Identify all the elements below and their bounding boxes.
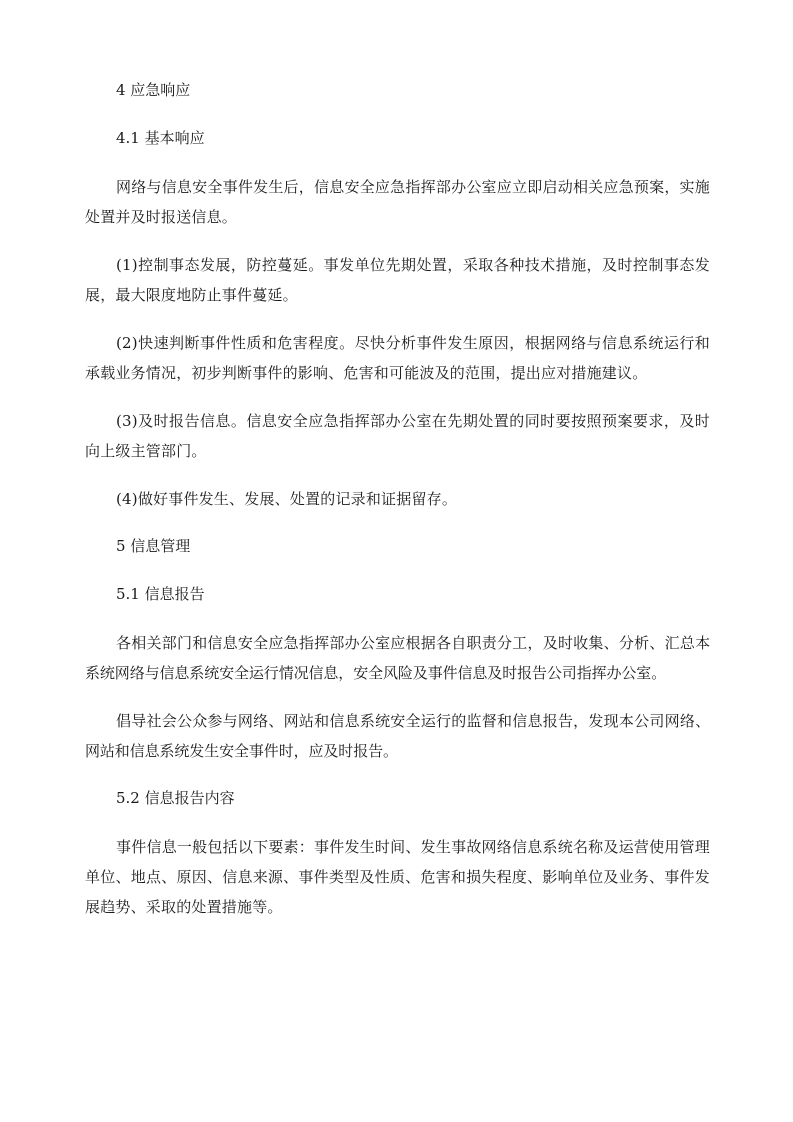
paragraph-info-report-1: 各相关部门和信息安全应急指挥部办公室应根据各自职责分工，及时收集、分析、汇总本系统网络与信息系统安全运行情况信息，安全风险及事件信息及时报告公司指挥办公室。 xyxy=(85,634,710,682)
paragraph-info-report-2: 倡导社会公众参与网络、网站和信息系统安全运行的监督和信息报告，发现本公司网络、网站和信息系统发生安全事件时，应及时报告。 xyxy=(85,712,710,760)
paragraph-item-4: (4)做好事件发生、发展、处置的记录和证据留存。 xyxy=(116,490,458,508)
section-heading-4: 4 应急响应 xyxy=(116,81,191,99)
paragraph-report-content: 事件信息一般包括以下要素：事件发生时间、发生事故网络信息系统名称及运营使用管理单位、地点、原因、信息来源、事件类型及性质、危害和损失程度、影响单位及业务、事件发展趋势、采取的处置措施等。 xyxy=(85,838,710,916)
section-heading-5: 5 信息管理 xyxy=(116,537,191,555)
subsection-heading-5-1: 5.1 信息报告 xyxy=(116,585,205,603)
subsection-heading-4-1: 4.1 基本响应 xyxy=(116,129,205,147)
paragraph-basic-response: 网络与信息安全事件发生后，信息安全应急指挥部办公室应立即启动相关应急预案，实施处置并及时报送信息。 xyxy=(85,178,710,226)
paragraph-item-1: (1)控制事态发展，防控蔓延。事发单位先期处置，采取各种技术措施，及时控制事态发展，最大限度地防止事件蔓延。 xyxy=(85,256,710,304)
paragraph-item-2: (2)快速判断事件性质和危害程度。尽快分析事件发生原因，根据网络与信息系统运行和承载业务情况，初步判断事件的影响、危害和可能波及的范围，提出应对措施建议。 xyxy=(85,334,710,382)
paragraph-item-3: (3)及时报告信息。信息安全应急指挥部办公室在先期处置的同时要按照预案要求，及时向上级主管部门。 xyxy=(85,412,710,460)
subsection-heading-5-2: 5.2 信息报告内容 xyxy=(116,789,235,807)
document-body xyxy=(85,76,710,940)
